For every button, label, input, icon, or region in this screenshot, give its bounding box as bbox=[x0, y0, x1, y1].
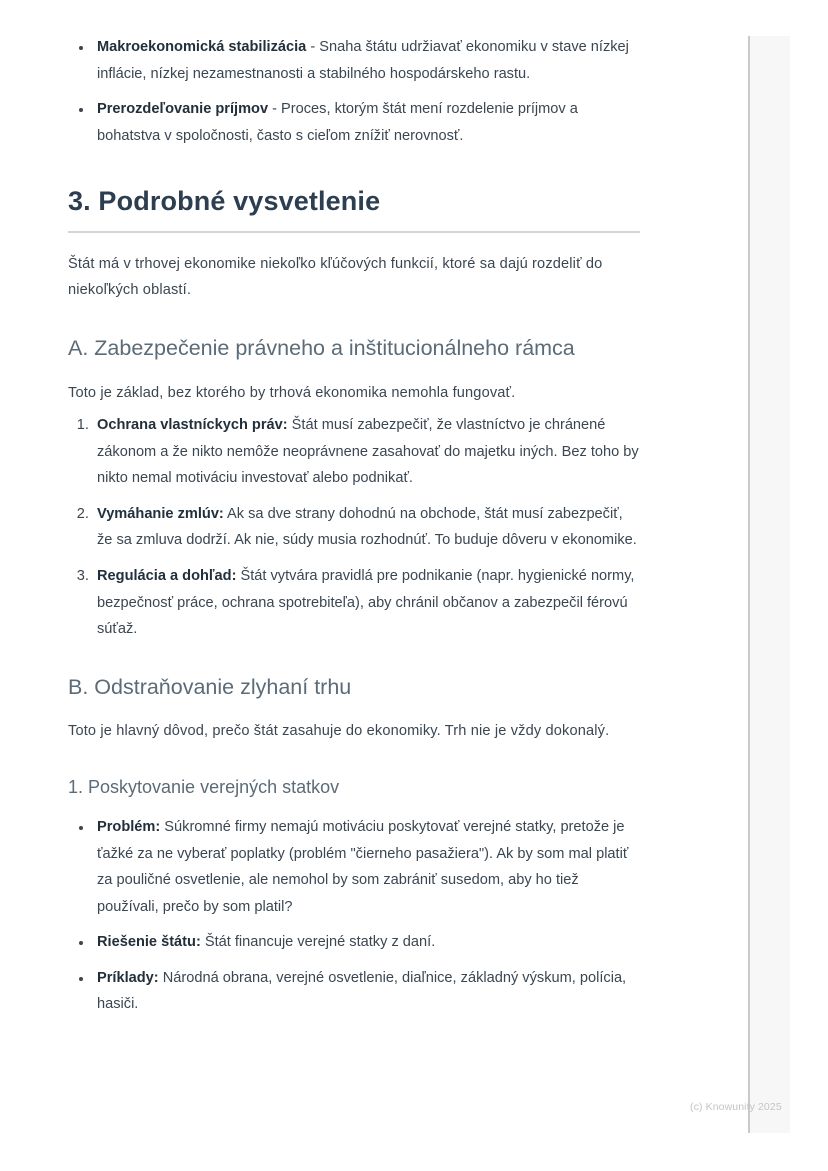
list-item-text: Súkromné firmy nemajú motiváciu poskytovať verejné statky, pretože je ťažké za ne vyberať poplatky (problém "čierneho pasažiera"). Ak by som mal platiť za pouličné osvetlenie, ale nemohol by som zabrániť susedom, aby ho tiež používali, prečo by som platil? bbox=[97, 819, 629, 915]
list-item-term: Prerozdeľovanie príjmov bbox=[97, 101, 269, 118]
list-item bbox=[93, 929, 640, 956]
list-item-term: Makroekonomická stabilizácia bbox=[97, 39, 307, 55]
subsection-b-intro: Toto je hlavný dôvod, prečo štát zasahuje do ekonomiky. Trh nie je vždy dokonalý. bbox=[68, 723, 610, 740]
list-item-text: Štát vytvára pravidlá pre podnikanie (napr. hygienické normy, bezpečnosť práce, ochrana spotrebiteľa), aby chránil občanov a zabezpečil férovú súťaž. bbox=[97, 567, 635, 638]
list-item bbox=[93, 965, 640, 1018]
heading-divider bbox=[68, 231, 640, 233]
section-heading: 3. Podrobné vysvetlenie bbox=[68, 186, 381, 217]
list-item-text: Ak sa dve strany dohodnú na obchode, štát musí zabezpečiť, že sa zmluva dodrží. Ak nie, súdy musia rozhodnúť. To buduje dôveru v ekonomike. bbox=[97, 505, 637, 549]
list-item bbox=[93, 814, 640, 920]
top-bullet-list bbox=[68, 34, 640, 149]
subsection-b-topic-heading: 1. Poskytovanie verejných statkov bbox=[68, 776, 340, 797]
section-intro-paragraph: Štát má v trhovej ekonomike niekoľko kľúčových funkcií, ktoré sa dajú rozdeliť do niekoľkých oblastí. bbox=[68, 255, 603, 299]
list-item bbox=[93, 96, 640, 149]
list-item-term: Vymáhanie zmlúv: bbox=[97, 505, 224, 522]
list-item-text: - Proces, ktorým štát mení rozdelenie príjmov a bohatstva v spoločnosti, často s cieľom znížiť nerovnosť. bbox=[97, 101, 578, 144]
list-item-text: Štát musí zabezpečiť, že vlastníctvo je chránené zákonom a že nikto nemôže neoprávnene zasahovať do majetku iných. Bez toho by nikto nemal motiváciu investovať alebo podnikať. bbox=[97, 417, 639, 487]
list-item-term: Regulácia a dohľad: bbox=[97, 567, 237, 584]
list-item-term: Ochrana vlastníckych práv: bbox=[97, 417, 288, 434]
copyright-watermark: (c) Knowunity 2025 bbox=[690, 1101, 782, 1113]
subsection-b-bullet-list bbox=[68, 814, 640, 1018]
list-item-text: - Snaha štátu udržiavať ekonomiku v stave nízkej inflácie, nízkej nezamestnanosti a stabilného hospodárskeho rastu. bbox=[97, 39, 629, 82]
subsection-a-heading: A. Zabezpečenie právneho a inštitucionálneho rámca bbox=[68, 336, 575, 361]
list-item-term: Riešenie štátu: bbox=[97, 934, 201, 951]
list-item-term: Príklady: bbox=[97, 969, 159, 986]
side-panel[interactable] bbox=[748, 36, 790, 1133]
list-item-text: Národná obrana, verejné osvetlenie, diaľnice, základný výskum, polícia, hasiči. bbox=[97, 969, 627, 1013]
subsection-a-intro: Toto je základ, bez ktorého by trhová ekonomika nemohla fungovať. bbox=[68, 384, 516, 401]
subsection-b-heading: B. Odstraňovanie zlyhaní trhu bbox=[68, 674, 352, 699]
list-item-term: Problém: bbox=[97, 819, 161, 835]
list-item bbox=[93, 34, 640, 87]
list-item bbox=[93, 412, 640, 492]
list-item bbox=[93, 563, 640, 643]
subsection-a-numbered-list bbox=[68, 412, 640, 642]
list-item-text: Štát financuje verejné statky z daní. bbox=[200, 934, 436, 951]
list-item bbox=[93, 501, 640, 554]
